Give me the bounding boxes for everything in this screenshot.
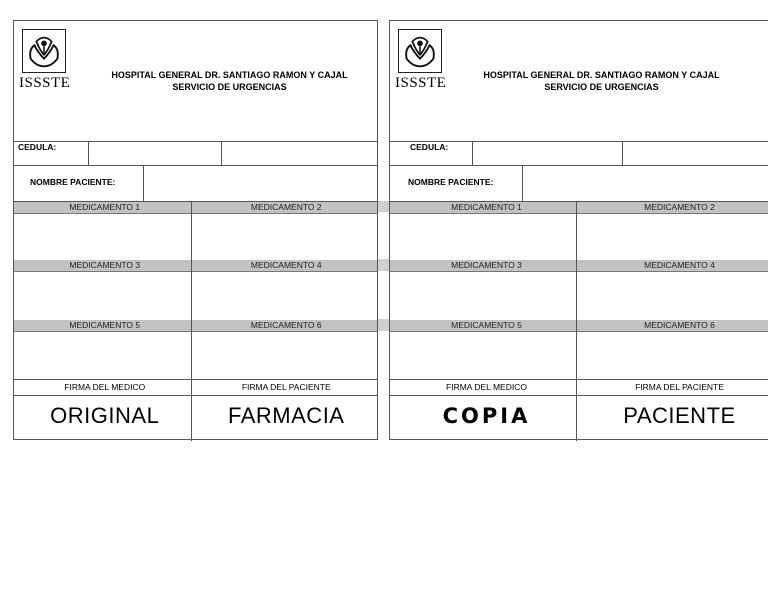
med-label-1: MEDICAMENTO 1 xyxy=(451,202,522,212)
med-header-row-3 xyxy=(390,320,768,332)
firma-row xyxy=(390,379,768,396)
nombre-label: NOMBRE PACIENTE: xyxy=(30,177,116,187)
med-label-6: MEDICAMENTO 6 xyxy=(250,320,322,330)
nombre-label-cell xyxy=(390,165,523,201)
med-label-1: MEDICAMENTO 1 xyxy=(69,202,141,212)
med-label-5: MEDICAMENTO 5 xyxy=(451,320,522,330)
nombre-field[interactable] xyxy=(523,165,768,201)
cedula-field-2[interactable] xyxy=(623,141,768,165)
nombre-field[interactable] xyxy=(144,165,377,201)
stamp-paciente: PACIENTE xyxy=(623,403,736,428)
cedula-field-2[interactable] xyxy=(222,141,377,165)
cedula-field-1[interactable] xyxy=(89,141,222,165)
logo-text: ISSSTE xyxy=(395,75,447,91)
gap-bar-1 xyxy=(378,201,389,212)
service-name: SERVICIO DE URGENCIAS xyxy=(544,82,659,92)
cedula-field-1[interactable] xyxy=(473,141,623,165)
gap-bar-3 xyxy=(378,319,389,331)
cedula-label-cell xyxy=(390,141,473,165)
nombre-row xyxy=(14,165,377,202)
firma-paciente-label: FIRMA DEL PACIENTE xyxy=(635,382,724,392)
nombre-label: NOMBRE PACIENTE: xyxy=(408,177,494,187)
firma-paciente-label: FIRMA DEL PACIENTE xyxy=(241,382,331,392)
logo-text: ISSSTE xyxy=(19,75,71,91)
cedula-label: CEDULA: xyxy=(18,142,57,152)
med-label-2: MEDICAMENTO 2 xyxy=(250,202,322,212)
cedula-label-cell xyxy=(14,141,89,165)
prescription-form-original xyxy=(13,20,378,440)
hospital-title xyxy=(468,69,735,93)
cedula-row xyxy=(14,141,377,166)
hospital-name: HOSPITAL GENERAL DR. SANTIAGO RAMON Y CAJAL xyxy=(111,70,348,80)
cedula-row xyxy=(390,141,768,166)
stamp-copia: COPIA xyxy=(442,404,531,428)
med-header-row-2 xyxy=(390,260,768,272)
med-label-4: MEDICAMENTO 4 xyxy=(250,260,322,270)
form-header xyxy=(14,21,377,142)
firma-row xyxy=(14,379,377,396)
hospital-title xyxy=(92,69,367,93)
med-label-5: MEDICAMENTO 5 xyxy=(69,320,141,330)
stamp-farmacia: FARMACIA xyxy=(228,403,345,428)
med-label-6: MEDICAMENTO 6 xyxy=(644,320,715,330)
med-label-4: MEDICAMENTO 4 xyxy=(644,260,715,270)
med-header-row-1 xyxy=(390,202,768,214)
form-header xyxy=(390,21,768,142)
hospital-name: HOSPITAL GENERAL DR. SANTIAGO RAMON Y CAJAL xyxy=(483,70,720,80)
issste-logo-icon xyxy=(22,29,66,73)
med-header-row-3 xyxy=(14,320,377,332)
stamp-original: ORIGINAL xyxy=(50,403,160,428)
med-header-row-1 xyxy=(14,202,377,214)
firma-medico-label: FIRMA DEL MEDICO xyxy=(446,382,527,392)
firma-medico-label: FIRMA DEL MEDICO xyxy=(64,382,146,392)
med-header-row-2 xyxy=(14,260,377,272)
nombre-row xyxy=(390,165,768,202)
service-name: SERVICIO DE URGENCIAS xyxy=(172,82,287,92)
issste-logo-icon xyxy=(398,29,442,73)
nombre-label-cell xyxy=(14,165,144,201)
gap-bar-2 xyxy=(378,259,389,271)
med-label-3: MEDICAMENTO 3 xyxy=(69,260,141,270)
med-label-3: MEDICAMENTO 3 xyxy=(451,260,522,270)
prescription-form-copia xyxy=(389,20,768,440)
cedula-label: CEDULA: xyxy=(410,142,449,152)
med-label-2: MEDICAMENTO 2 xyxy=(644,202,715,212)
